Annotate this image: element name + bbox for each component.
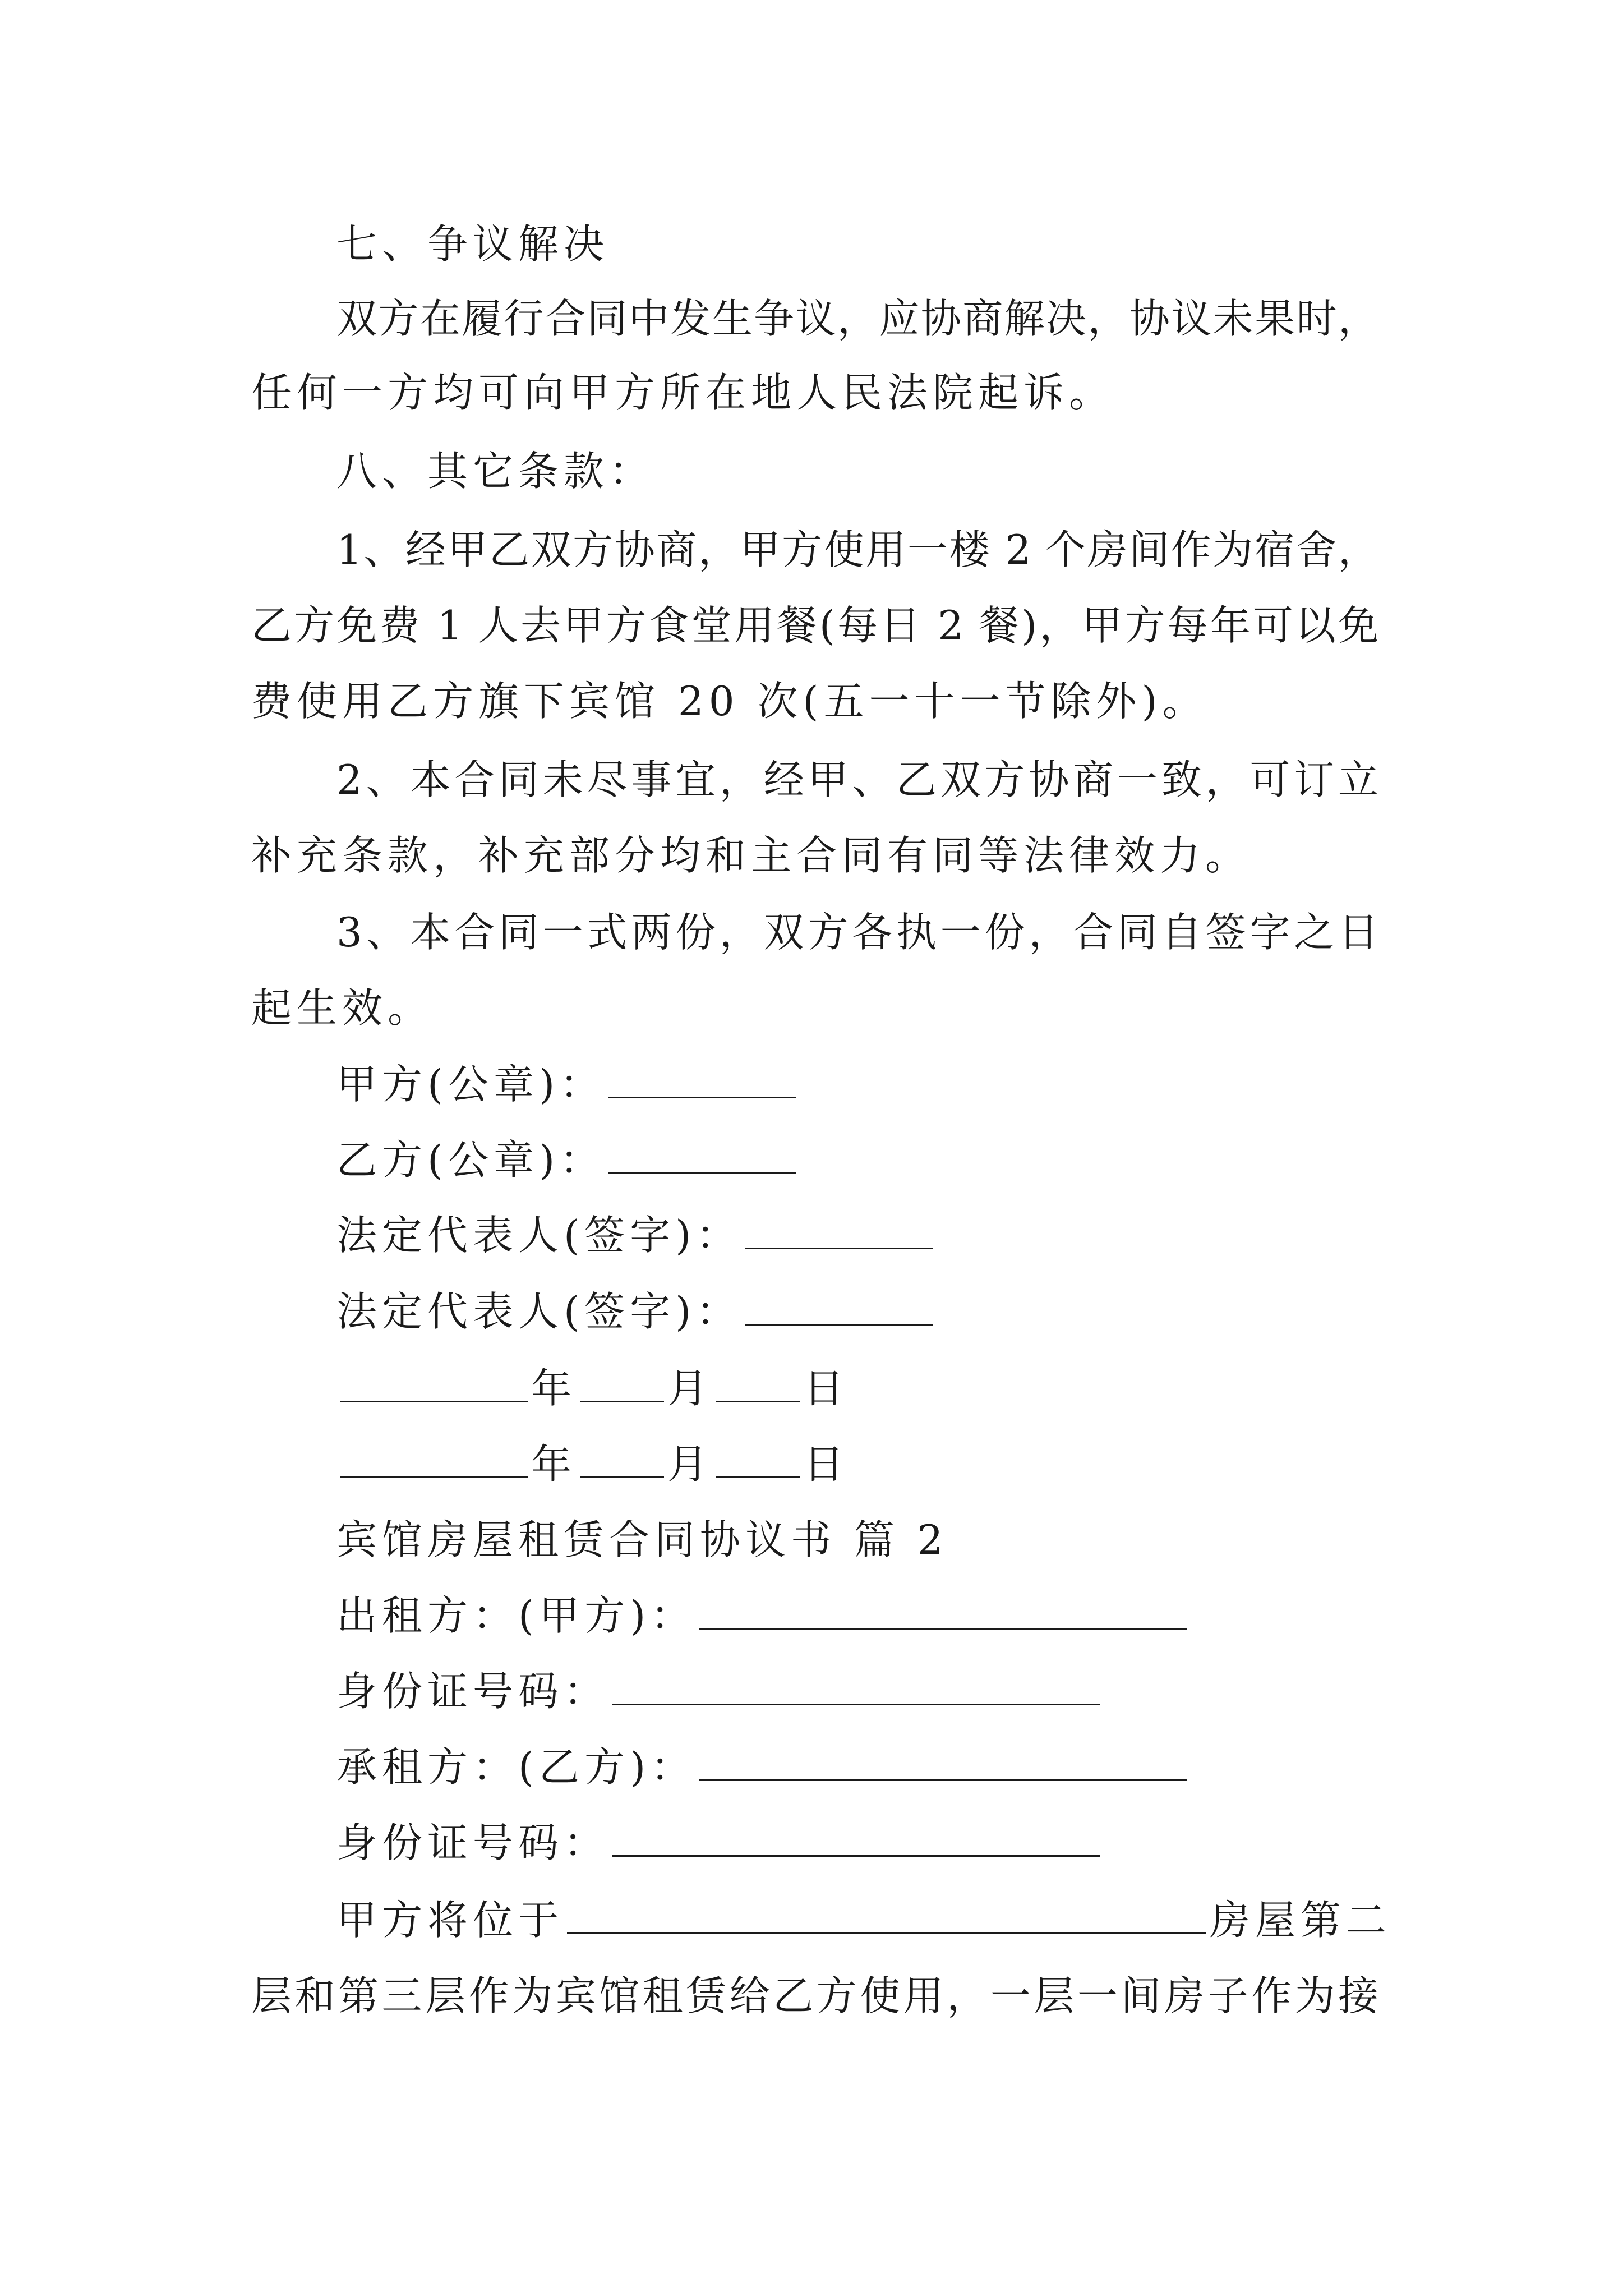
lessor-label: 出租方：(甲方)： <box>336 1592 697 1639</box>
paragraph-line: 层和第三层作为宾馆租赁给乙方使用，一层一间房子作为接 <box>251 1972 1378 2019</box>
paragraph-line: 费使用乙方旗下宾馆 20 次(五一十一节除外)。 <box>251 678 1208 725</box>
day-blank <box>716 1360 800 1402</box>
month-label: 月 <box>667 1365 713 1412</box>
id-number-line-2 <box>336 1815 1378 1871</box>
day-label: 日 <box>804 1365 850 1412</box>
section-heading: 七、争议解决 <box>336 220 610 268</box>
paragraph-line: 补充条款，补充部分均和主合同有同等法律效力。 <box>251 832 1251 879</box>
id-number-blank <box>612 1663 1100 1705</box>
paragraph-line: 任何一方均可向甲方所在地人民法院起诉。 <box>251 369 1115 416</box>
signature-blank <box>608 1056 796 1098</box>
signature-label: 甲方(公章)： <box>336 1061 606 1108</box>
id-number-label: 身份证号码： <box>336 1668 610 1715</box>
signature-blank <box>745 1283 933 1326</box>
paragraph-line: 双方在履行合同中发生争议，应协商解决，协议未果时， <box>336 295 1378 342</box>
month-blank <box>580 1360 664 1402</box>
signature-representative-1 <box>336 1207 1378 1263</box>
lessor-blank <box>699 1588 1187 1630</box>
article-title: 宾馆房屋租赁合同协议书 篇 2 <box>336 1516 948 1563</box>
signature-blank <box>745 1207 933 1249</box>
id-number-line-1 <box>336 1663 1378 1719</box>
paragraph-line: 乙方免费 1 人去甲方食堂用餐(每日 2 餐)，甲方每年可以免 <box>251 602 1378 649</box>
year-label: 年 <box>531 1441 577 1488</box>
year-blank <box>340 1360 528 1402</box>
day-label: 日 <box>804 1441 850 1488</box>
month-label: 月 <box>667 1441 713 1488</box>
day-blank <box>716 1436 800 1478</box>
id-number-label: 身份证号码： <box>336 1819 610 1866</box>
signature-label: 乙方(公章)： <box>336 1137 606 1184</box>
lessor-line <box>336 1588 1378 1644</box>
signature-party-a <box>336 1056 1378 1112</box>
lessee-line <box>336 1739 1378 1795</box>
id-number-blank <box>612 1815 1100 1857</box>
address-blank <box>567 1892 1206 1934</box>
paragraph-line: 1、经甲乙双方协商，甲方使用一楼 2 个房间作为宿舍， <box>336 526 1378 573</box>
paragraph-line: 3、本合同一式两份，双方各执一份，合同自签字之日 <box>336 909 1378 956</box>
paragraph-line: 2、本合同未尽事宜，经甲、乙双方协商一致，可订立 <box>336 756 1378 803</box>
lessee-label: 承租方：(乙方)： <box>336 1743 697 1791</box>
lessee-blank <box>699 1739 1187 1781</box>
paragraph-line <box>336 1892 1392 1948</box>
year-label: 年 <box>531 1365 577 1412</box>
signature-label: 法定代表人(签字)： <box>336 1212 742 1259</box>
paragraph-text: 甲方将位于 <box>336 1897 564 1944</box>
year-blank <box>340 1436 528 1478</box>
month-blank <box>580 1436 664 1478</box>
paragraph-text: 房屋第二 <box>1210 1897 1392 1944</box>
section-heading: 八、其它条款： <box>336 448 655 495</box>
signature-blank <box>608 1132 796 1174</box>
signature-party-b <box>336 1132 1378 1188</box>
paragraph-line: 起生效。 <box>251 984 434 1032</box>
date-line-1 <box>336 1360 1378 1416</box>
signature-representative-2 <box>336 1283 1378 1340</box>
signature-label: 法定代表人(签字)： <box>336 1288 742 1335</box>
date-line-2 <box>336 1436 1378 1492</box>
